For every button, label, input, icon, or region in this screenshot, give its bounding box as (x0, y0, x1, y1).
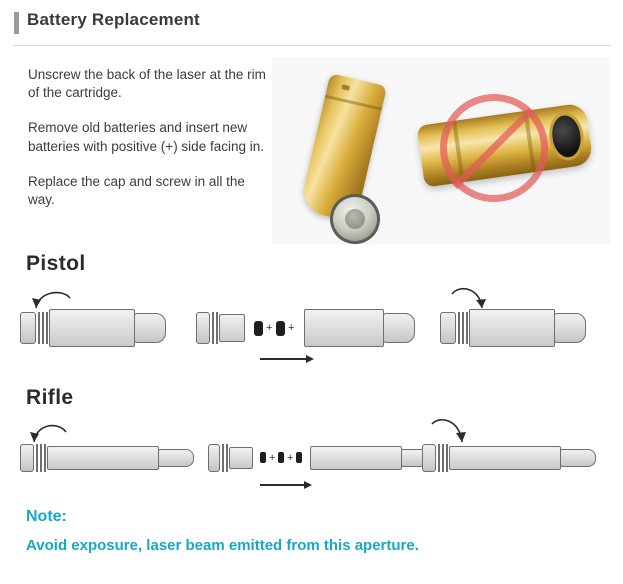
cartridge-notch (341, 84, 350, 91)
rifle-step-3-diagram (422, 434, 602, 484)
cartridge-cap (20, 444, 34, 472)
cartridge-nose (554, 313, 586, 343)
cartridge-body (49, 309, 135, 347)
cap-rib-3 (446, 444, 448, 472)
cartridge-cap (20, 312, 36, 344)
cartridge-nose (560, 449, 596, 467)
cartridge-body (304, 309, 384, 347)
cap-rib-1 (212, 312, 214, 344)
section-title-pistol: Pistol (26, 252, 86, 275)
header-accent-bar (14, 12, 19, 34)
arrow-right-icon (304, 481, 312, 489)
cap-rib-3 (44, 444, 46, 472)
polarity-plus-label: + (266, 322, 273, 334)
cap-rib-1 (458, 312, 460, 344)
cap-rib-2 (442, 444, 444, 472)
pistol-step-3-diagram (440, 300, 590, 356)
cartridge-cap (196, 312, 210, 344)
pistol-step-2-diagram (196, 300, 426, 356)
insert-arrow-line (260, 484, 306, 486)
rotate-ccw-icon (26, 418, 70, 448)
cartridge-groove (325, 95, 382, 111)
instruction-list (28, 66, 268, 226)
arrow-right-icon (306, 355, 314, 363)
cap-rib-3 (46, 312, 48, 344)
pistol-diagram-row (0, 286, 623, 366)
cartridge-rear-section (219, 314, 245, 342)
note-label: Note: (26, 508, 67, 525)
header-divider (14, 45, 610, 46)
instruction-step-3: Replace the cap and screw in all the way. (28, 173, 245, 208)
cartridge-cap (440, 312, 456, 344)
battery-cell-icon (254, 321, 263, 336)
cap-rib-1 (36, 444, 38, 472)
insert-arrow-line (260, 358, 308, 360)
cartridge-cap (208, 444, 220, 472)
page-header (0, 0, 623, 46)
cartridge-nose (158, 449, 194, 467)
cap-rib-2 (226, 444, 228, 472)
battery-cell-icon (296, 452, 302, 463)
battery-cell-icon (276, 321, 285, 336)
laser-aperture-icon (546, 110, 586, 162)
cartridge-nose (134, 313, 166, 343)
battery-cell-icon (278, 452, 284, 463)
rifle-step-1-diagram (20, 434, 200, 484)
instruction-step-2: Remove old batteries and insert new batteries with positive (+) side facing in. (28, 120, 264, 154)
rotate-cw-icon (446, 284, 490, 314)
cartridge-nose (383, 313, 415, 343)
polarity-plus-label: + (288, 322, 295, 334)
cartridge-rear-section (229, 447, 253, 469)
rotate-cw-icon (426, 416, 470, 448)
polarity-plus-label: + (269, 452, 276, 464)
rifle-diagram-row (0, 420, 623, 492)
cap-rib-2 (216, 312, 218, 344)
cap-rib-1 (438, 444, 440, 472)
page-title: Battery Replacement (27, 10, 200, 29)
pistol-step-1-diagram (20, 300, 170, 356)
cap-rib-2 (462, 312, 464, 344)
note-text: Avoid exposure, laser beam emitted from this aperture. (26, 537, 419, 554)
cap-rib-1 (222, 444, 224, 472)
cartridge-cap (422, 444, 436, 472)
cap-rib-3 (466, 312, 468, 344)
cartridge-body (469, 309, 555, 347)
battery-cell-icon (260, 452, 266, 463)
no-entry-icon (440, 94, 548, 202)
cartridge-body (310, 446, 402, 470)
cap-rib-2 (40, 444, 42, 472)
product-photo (272, 58, 610, 244)
rotate-ccw-icon (28, 286, 74, 314)
section-title-rifle: Rifle (26, 386, 74, 409)
cap-rib-1 (38, 312, 40, 344)
cap-rib-2 (42, 312, 44, 344)
instruction-step-1: Unscrew the back of the laser at the rim of the cartridge. (28, 67, 266, 101)
polarity-plus-label: + (287, 452, 294, 464)
cartridge-body (449, 446, 561, 470)
rifle-step-2-diagram (208, 434, 438, 484)
cartridge-body (47, 446, 159, 470)
no-entry-slash (452, 108, 533, 189)
